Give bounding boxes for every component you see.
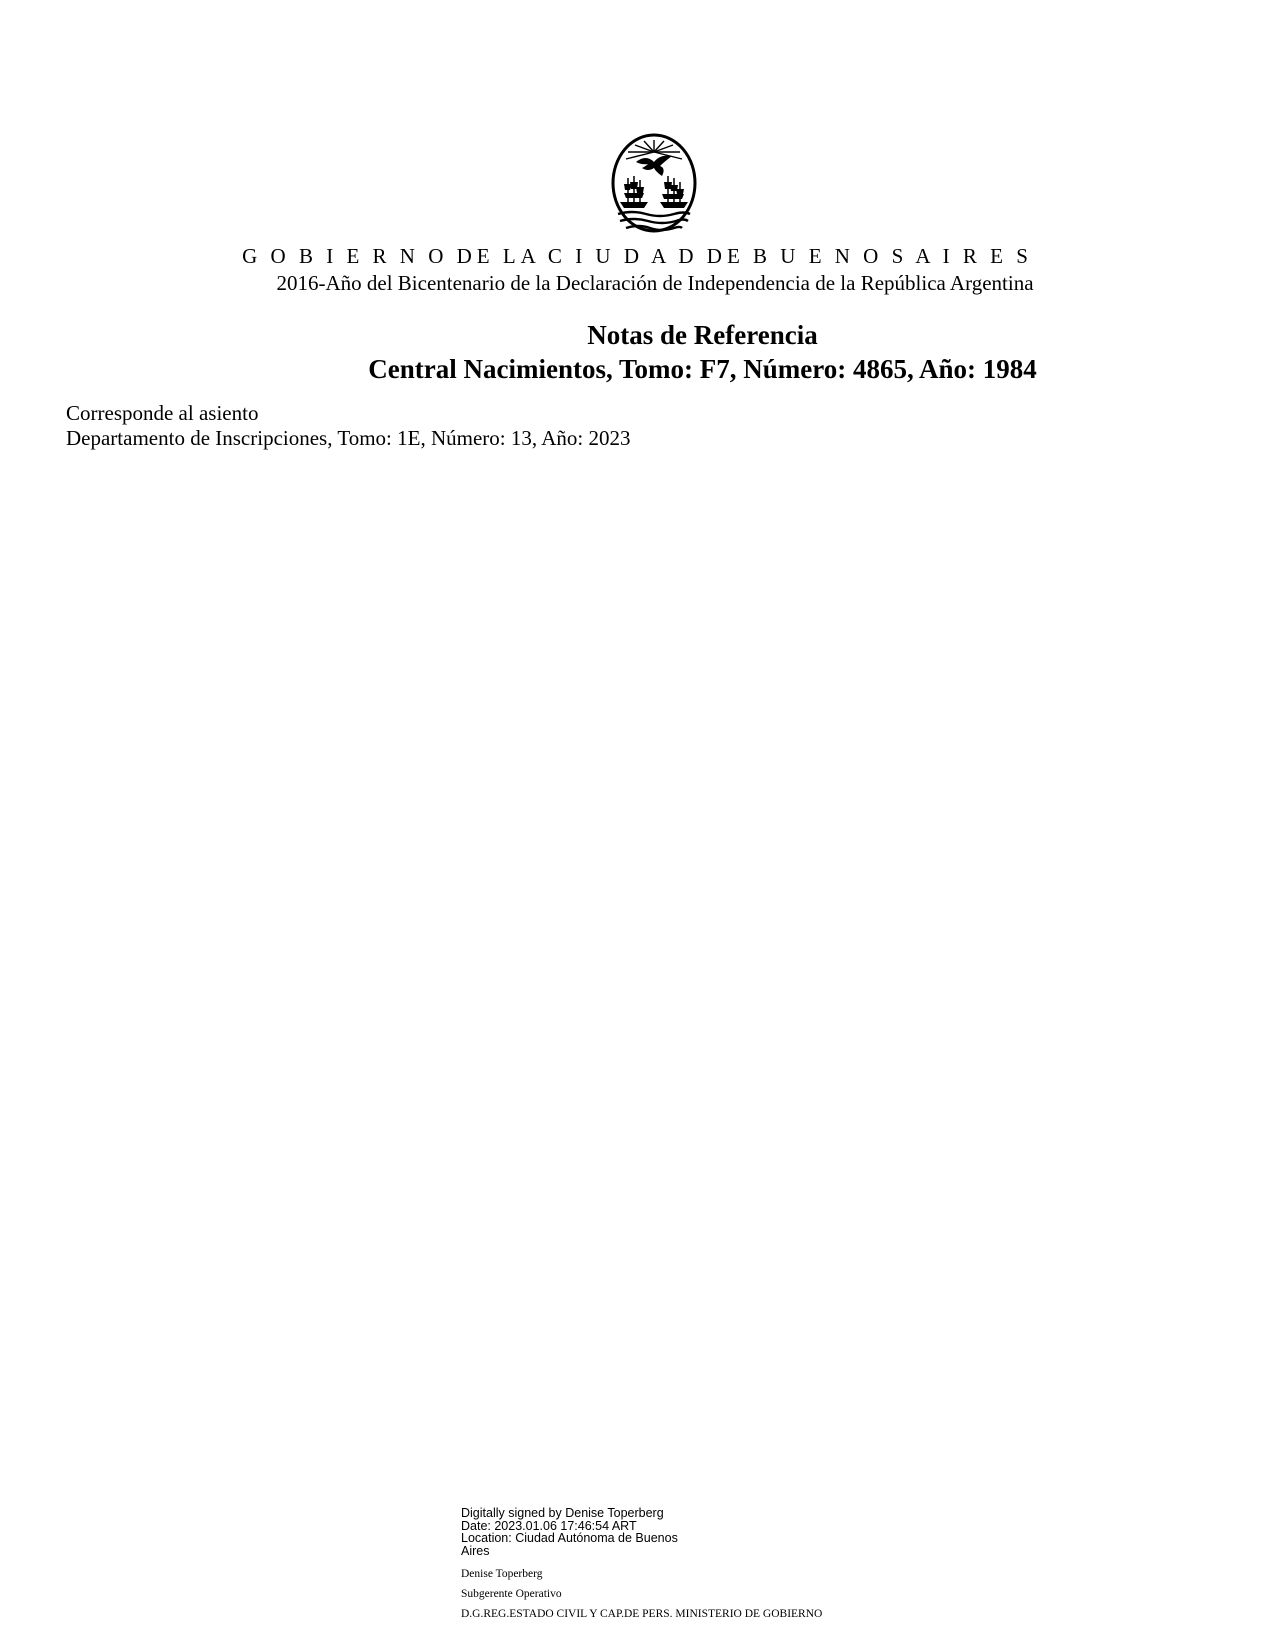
year-motto: 2016-Año del Bicentenario de la Declaración de Independencia de la República Argentina — [276, 271, 1034, 295]
signer-department: D.G.REG.ESTADO CIVIL Y CAP.DE PERS. MINISTERIO DE GOBIERNO — [461, 1608, 823, 1620]
digital-signature-stamp — [461, 1507, 961, 1557]
signed-by-line: Digitally signed by Denise Toperberg — [461, 1506, 664, 1520]
digital-signature-block — [461, 1506, 961, 1620]
government-name: G O B I E R N O DE LA C I U D A D DE B U E N O S A I R E S — [242, 244, 1033, 268]
body-line-1: Corresponde al asiento — [66, 401, 259, 425]
document-title: Notas de Referencia — [587, 320, 818, 350]
signature-location-line-1: Location: Ciudad Autónoma de Buenos — [461, 1531, 678, 1545]
body-line-2: Departamento de Inscripciones, Tomo: 1E, Número: 13, Año: 2023 — [66, 426, 631, 450]
city-coat-of-arms-icon — [610, 132, 698, 238]
signature-location-line-2: Aires — [461, 1543, 490, 1558]
document-subtitle: Central Nacimientos, Tomo: F7, Número: 4865, Año: 1984 — [368, 354, 1037, 384]
signer-name: Denise Toperberg — [461, 1568, 543, 1580]
signer-role: Subgerente Operativo — [461, 1588, 562, 1600]
signature-date-line: Date: 2023.01.06 17:46:54 ART — [461, 1518, 637, 1533]
